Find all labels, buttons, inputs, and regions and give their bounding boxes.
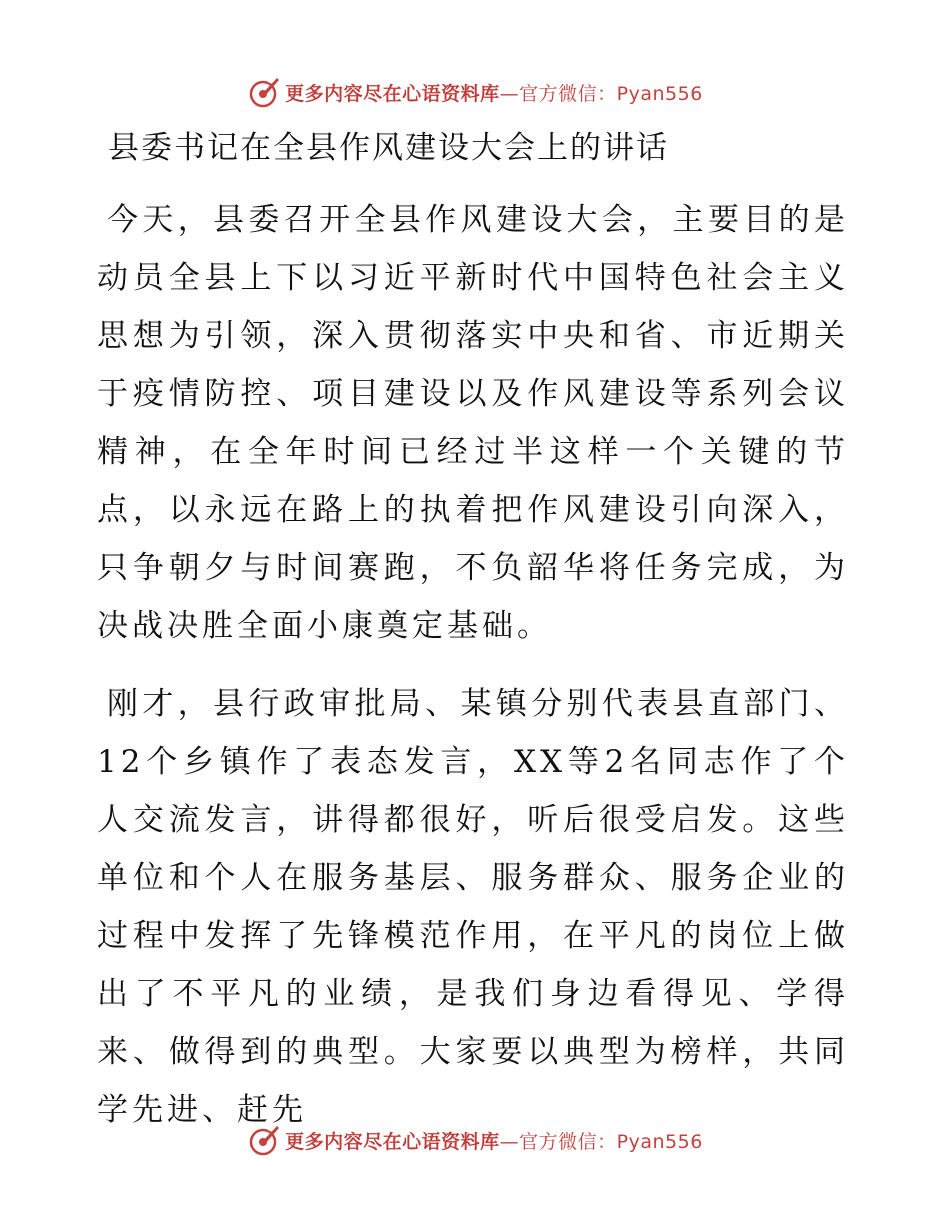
watermark-text: 更多内容尽在心语资料库—官方微信：Pyan556 [285,82,703,105]
watermark-text: 更多内容尽在心语资料库—官方微信：Pyan556 [285,1130,703,1153]
paragraph-2: 刚才，县行政审批局、某镇分别代表县直部门、12个乡镇作了表态发言，XX等2名同志作了个人交流发言，讲得都很好，听后很受启发。这些单位和个人在服务基层、服务群众、服务企业的过程中发挥了先锋模范作用，在平凡的岗位上做出了不平凡的业绩，是我们身边看得见、学得来、做得到的典型。大家要以典型为榜样，共同学先进、赶先 [97,686,849,1128]
paragraph-1: 今天，县委召开全县作风建设大会，主要目的是动员全县上下以习近平新时代中国特色社会主义思想为引领，深入贯彻落实中央和省、市近期关于疫情防控、项目建设以及作风建设等系列会议精神，在全年时间已经过半这样一个关键的节点，以永远在路上的执着把作风建设引向深入，只争朝夕与时间赛跑，不负韶华将任务完成，为决战决胜全面小康奠定基础。 [97,202,849,644]
header-watermark [0,72,950,112]
quill-pen-circle-icon [247,75,281,109]
footer-watermark [0,1120,950,1160]
document-title: 县委书记在全县作风建设大会上的讲话 [108,130,669,166]
quill-pen-circle-icon [247,1123,281,1157]
